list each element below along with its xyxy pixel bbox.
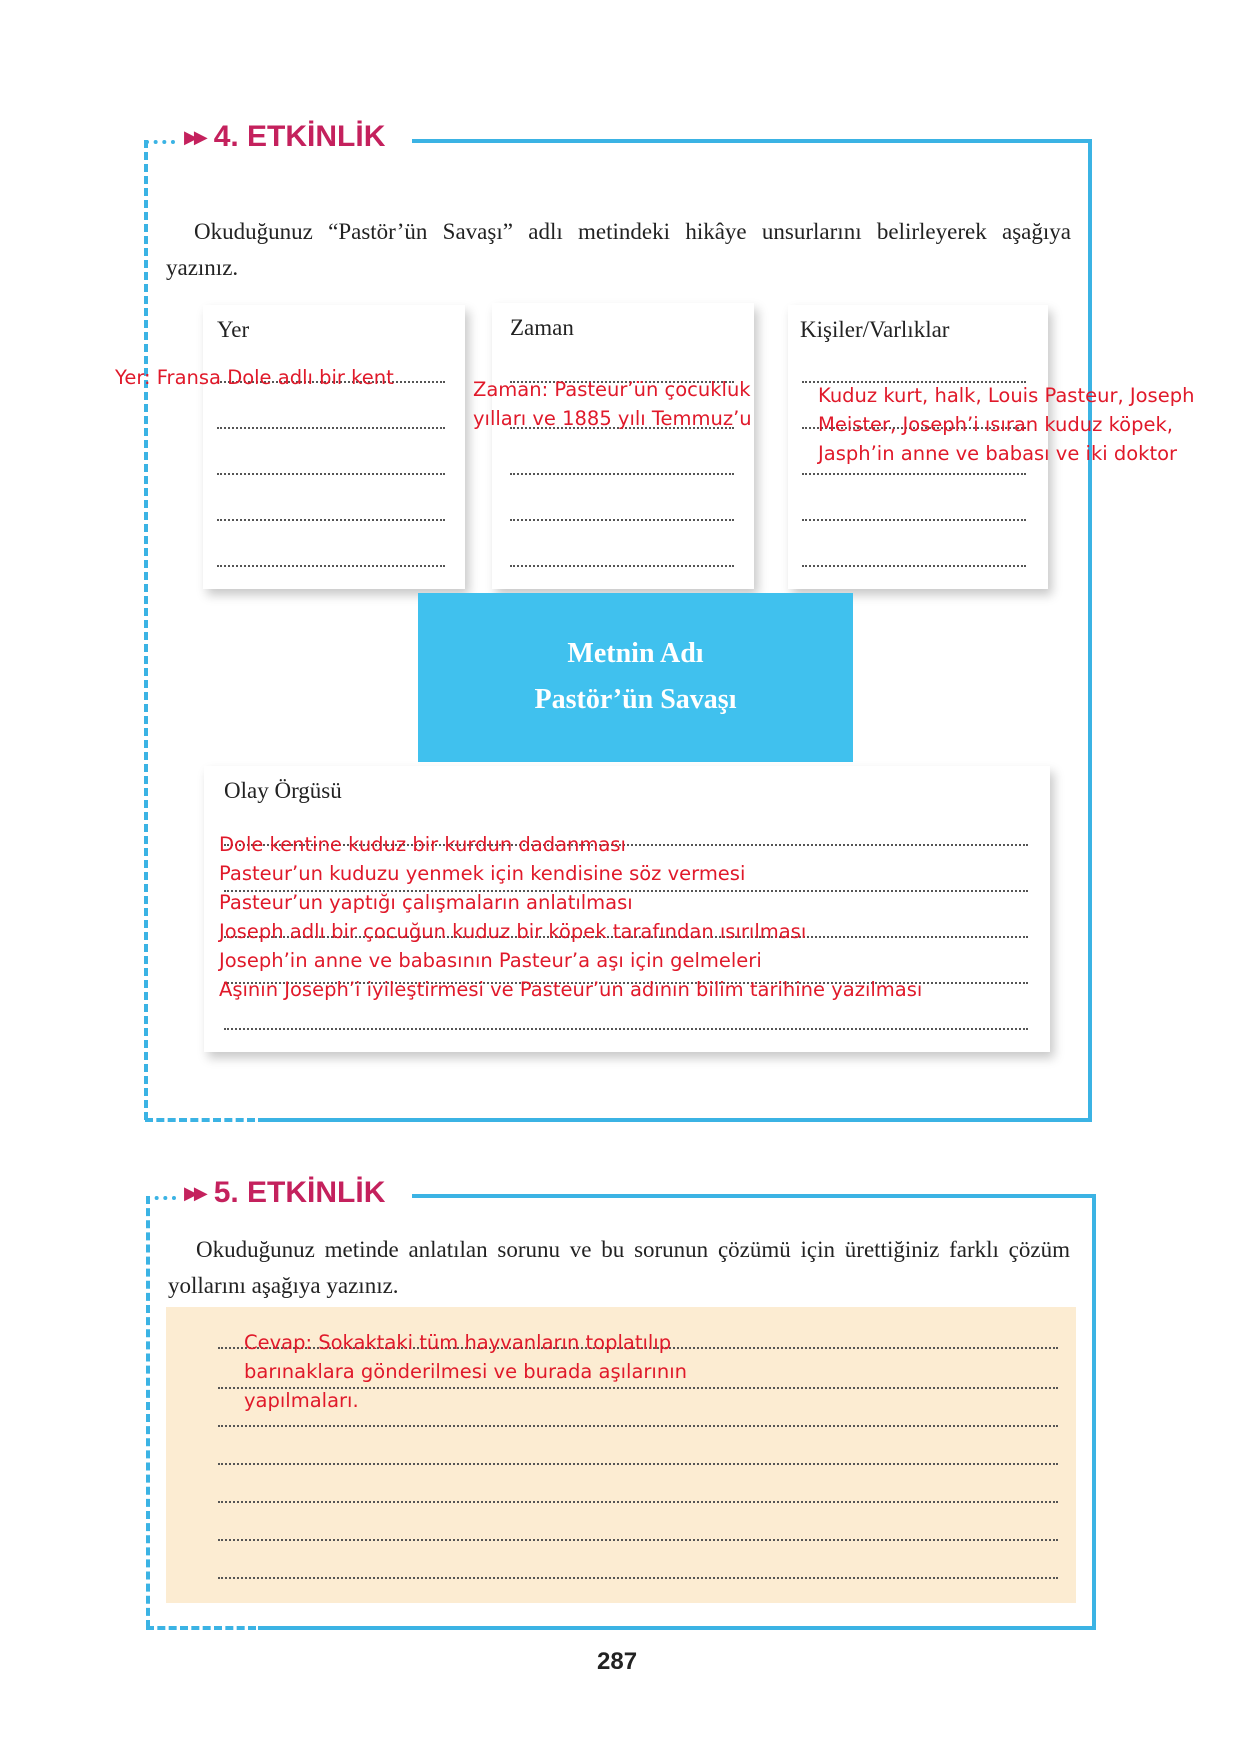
text-name-value: Pastör’ün Savaşı <box>534 684 737 715</box>
answer-yer: Yer: Fransa Dole adlı bir kent <box>115 366 394 389</box>
answer-solution-1: Cevap: Sokaktaki tüm hayvanların toplatılıp <box>244 1331 672 1354</box>
text-name-heading: Metnin Adı <box>567 638 704 669</box>
activity5-instruction: Okuduğunuz metinde anlatılan sorunu ve bu sorunun çözümü için ürettiğiniz farklı çözüm yollarını aşağıya yazınız. <box>168 1237 1070 1298</box>
answer-solution-3: yapılmaları. <box>244 1389 359 1412</box>
text-name-box <box>418 593 853 762</box>
double-arrow-icon: ▶▶ <box>184 126 204 147</box>
dotted-line <box>217 565 445 567</box>
dotted-line <box>217 427 445 429</box>
dotted-line <box>802 565 1026 567</box>
dotted-line <box>218 1577 1058 1579</box>
plot-item: Pasteur’un kuduzu yenmek için kendisine söz vermesi <box>219 862 746 885</box>
plot-item: Aşının Joseph’i iyileştirmesi ve Pasteur’un adının bilim tarihine yazılması <box>219 978 923 1001</box>
plot-item: Dole kentine kuduz bir kurdun dadanması <box>219 833 626 856</box>
dotted-line <box>802 519 1026 521</box>
dotted-line <box>217 473 445 475</box>
plot-item: Pasteur’un yaptığı çalışmaların anlatılması <box>219 891 633 914</box>
card-zaman-label: Zaman <box>510 315 574 340</box>
card-kisiler-label: Kişiler/Varlıklar <box>800 317 950 342</box>
card-yer-label: Yer <box>217 317 250 342</box>
activity4-title: ▶▶ 4. ETKİNLİK <box>180 120 395 154</box>
activity5-title: ▶▶ 5. ETKİNLİK <box>180 1176 395 1210</box>
answer-zaman-1: Zaman: Pasteur’ün çocukluk <box>473 378 751 401</box>
card-yer <box>203 305 465 589</box>
dotted-line <box>218 1539 1058 1541</box>
card-zaman <box>492 303 754 589</box>
answer-zaman-2: yılları ve 1885 yılı Temmuz’u <box>473 407 752 430</box>
plot-item: Joseph’in anne ve babasının Pasteur’a aşı için gelmeleri <box>219 949 762 972</box>
answer-kisiler-3: Jasph’in anne ve babası ve iki doktor <box>818 442 1178 465</box>
activity4-instruction: Okuduğunuz “Pastör’ün Savaşı” adlı metindeki hikâye unsurlarını belirleyerek aşağıya yazınız. <box>166 219 1071 280</box>
answer-solution-2: barınaklara gönderilmesi ve burada aşılarının <box>244 1360 687 1383</box>
answer-kisiler-1: Kuduz kurt, halk, Louis Pasteur, Joseph <box>818 384 1195 407</box>
dotted-line <box>802 473 1026 475</box>
dotted-line <box>218 1501 1058 1503</box>
dotted-line <box>510 473 734 475</box>
dotted-line <box>224 1028 1028 1030</box>
card-plot-label: Olay Örgüsü <box>224 778 342 803</box>
page-number: 287 <box>597 1648 638 1675</box>
dotted-line <box>217 519 445 521</box>
plot-item: Joseph adlı bir çocuğun kuduz bir köpek tarafından ısırılması <box>219 920 807 943</box>
dotted-line <box>510 519 734 521</box>
dotted-line <box>218 1463 1058 1465</box>
double-arrow-icon: ▶▶ <box>184 1182 204 1203</box>
dotted-line <box>510 565 734 567</box>
answer-kisiler-2: Meister, Joseph’i ısıran kuduz köpek, <box>818 413 1173 436</box>
dotted-line <box>218 1425 1058 1427</box>
